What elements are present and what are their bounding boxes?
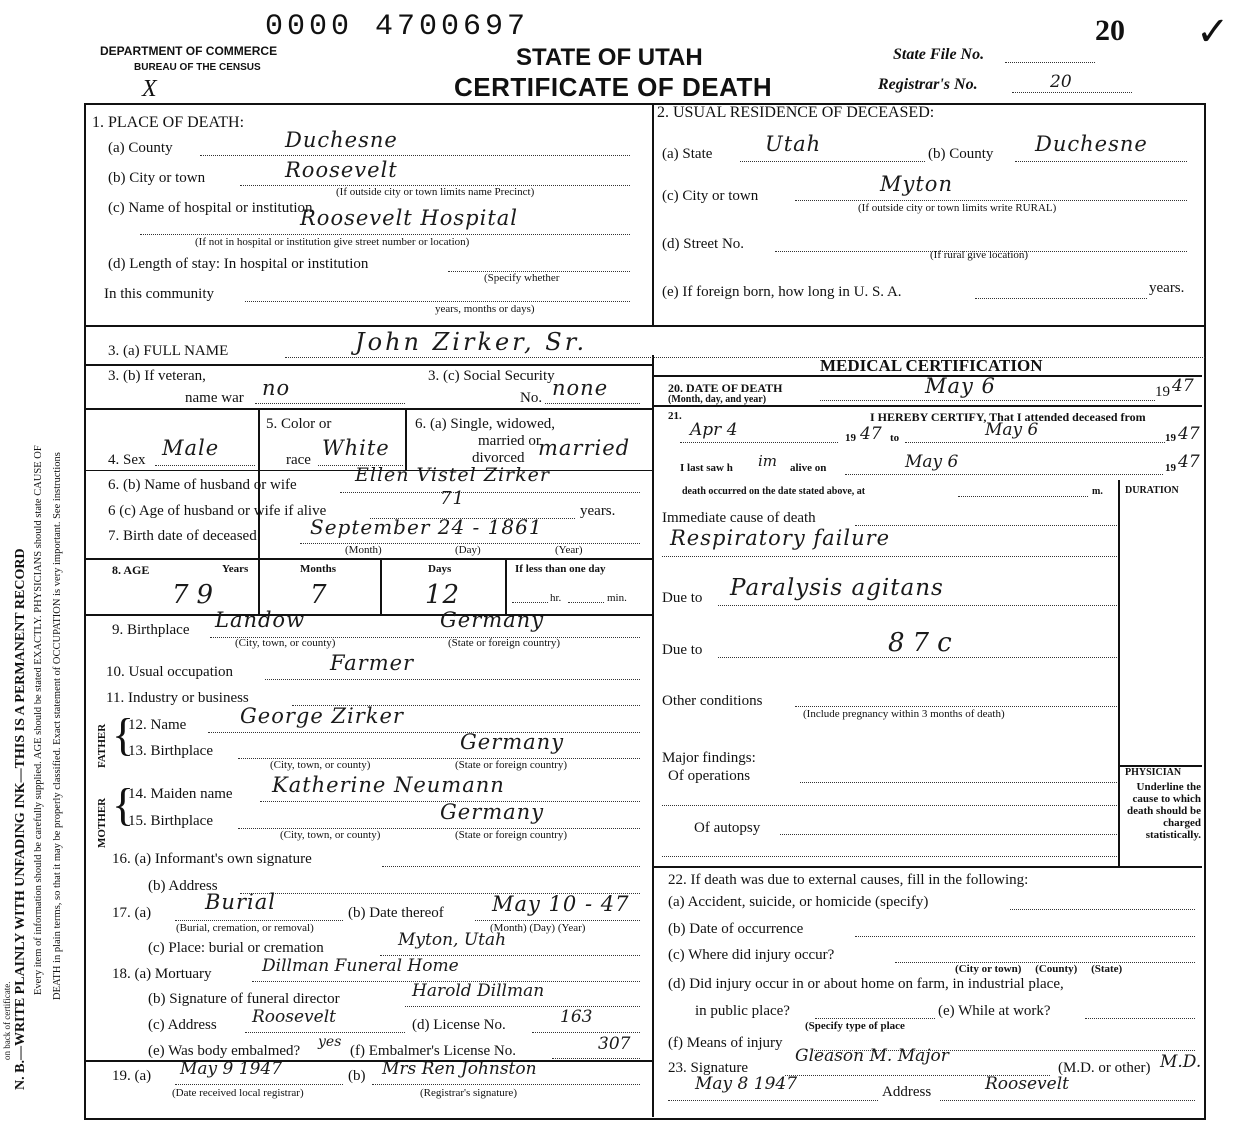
department: DEPARTMENT OF COMMERCE bbox=[100, 44, 278, 58]
sig-value: Gleason M. Major bbox=[795, 1046, 949, 1066]
md-label: (M.D. or other) bbox=[1058, 1060, 1151, 1076]
age-days-col: Days bbox=[428, 563, 452, 575]
dod-sub: (Month, day, and year) bbox=[668, 394, 767, 405]
alive-on: alive on bbox=[790, 462, 827, 474]
min-line bbox=[568, 602, 604, 603]
public-line bbox=[815, 1018, 935, 1019]
director-value: Harold Dillman bbox=[412, 981, 545, 1001]
maiden-label: 14. Maiden name bbox=[128, 786, 233, 802]
to-year-prefix: 19 bbox=[1165, 432, 1176, 444]
residence-city-line bbox=[795, 200, 1187, 201]
dod-label: 20. DATE OF DEATH bbox=[668, 381, 783, 395]
father-name-value: George Zirker bbox=[240, 704, 404, 728]
age-days-value: 12 bbox=[425, 580, 461, 610]
work-line bbox=[1085, 1018, 1195, 1019]
autopsy-label: Of autopsy bbox=[694, 820, 761, 836]
birth-month-note: (Month) bbox=[345, 544, 382, 556]
residence-street-note: (If rural give location) bbox=[930, 249, 1029, 261]
alive-year: 47 bbox=[1178, 452, 1200, 472]
birth-label: 7. Birth date of deceased bbox=[108, 528, 257, 544]
birthplace-country: Germany bbox=[440, 608, 545, 632]
sig-address-label: Address bbox=[882, 1084, 932, 1100]
industry-label: 11. Industry or business bbox=[106, 690, 249, 706]
occurrence-label: (b) Date of occurrence bbox=[668, 921, 804, 937]
date-thereof-value: May 10 - 47 bbox=[492, 892, 630, 916]
residence-county-value: Duchesne bbox=[1035, 132, 1148, 156]
mother-bp-value: Germany bbox=[440, 800, 545, 824]
public-label: in public place? bbox=[695, 1003, 790, 1019]
residence-county-line bbox=[1015, 161, 1187, 162]
age-years-col: Years bbox=[222, 563, 249, 575]
occupation-line bbox=[265, 679, 640, 680]
specify-place-note: (Specify type of place bbox=[805, 1020, 905, 1032]
immediate-line-2 bbox=[662, 556, 1117, 557]
spouse-years: years. bbox=[580, 503, 616, 519]
mother-city-note: (City, town, or county) bbox=[280, 829, 381, 841]
registrar-value: 20 bbox=[1050, 72, 1072, 92]
mother-brace: { bbox=[112, 779, 135, 830]
ss-value: none bbox=[552, 376, 609, 400]
received-label: 19. (a) bbox=[112, 1068, 152, 1084]
registrar-label: Registrar's No. bbox=[878, 76, 978, 93]
dod-line bbox=[820, 400, 1155, 401]
birthplace-label: 9. Birthplace bbox=[112, 622, 190, 638]
burial-line bbox=[175, 920, 343, 921]
sig-address-value: Roosevelt bbox=[985, 1074, 1069, 1094]
immediate-line bbox=[855, 525, 1117, 526]
dod-value: May 6 bbox=[925, 374, 996, 398]
residence-state-label: (a) State bbox=[662, 146, 713, 162]
birth-value: September 24 - 1861 bbox=[310, 515, 543, 539]
sex-value: Male bbox=[162, 436, 220, 460]
marital-label-2: married or bbox=[478, 433, 541, 449]
spouse-age-label: 6 (c) Age of husband or wife if alive bbox=[108, 503, 327, 519]
father-brace: { bbox=[112, 709, 135, 760]
side-note-1: N. B.—WRITE PLAINLY WITH UNFADING INK—THIS IS A PERMANENT RECORD bbox=[13, 548, 28, 1090]
color-marital-divider bbox=[405, 410, 407, 470]
occurred-line bbox=[958, 496, 1088, 497]
state-title: STATE OF UTAH bbox=[516, 44, 703, 71]
ss-no-label: No. bbox=[520, 390, 543, 406]
m-label: m. bbox=[1092, 486, 1103, 497]
burial-place-value: Myton, Utah bbox=[398, 930, 507, 950]
license-value: 163 bbox=[560, 1007, 593, 1027]
registrar-note: (Registrar's signature) bbox=[420, 1087, 517, 1099]
embalmer-label: (f) Embalmer's License No. bbox=[350, 1043, 516, 1059]
sex-line bbox=[155, 465, 255, 466]
date-thereof-note: (Month) (Day) (Year) bbox=[490, 922, 586, 934]
registrar-sig-line bbox=[372, 1084, 640, 1085]
received-line bbox=[175, 1084, 343, 1085]
war-label: name war bbox=[185, 390, 244, 406]
date-thereof-label: (b) Date thereof bbox=[348, 905, 444, 921]
registrar-line bbox=[1012, 92, 1132, 93]
address-label: (b) Address bbox=[148, 878, 218, 894]
received-value: May 9 1947 bbox=[180, 1059, 283, 1079]
work-label: (e) While at work? bbox=[938, 1003, 1051, 1019]
saw-who: im bbox=[758, 452, 778, 470]
father-side-label: FATHER bbox=[96, 723, 108, 768]
place-hospital-note: (If not in hospital or institution give street number or location) bbox=[195, 236, 470, 248]
alive-date: May 6 bbox=[905, 452, 959, 472]
age-months-value: 7 bbox=[310, 580, 328, 610]
occupation-label: 10. Usual occupation bbox=[106, 664, 234, 680]
due1-value: Paralysis agitans bbox=[730, 575, 944, 601]
informant-line bbox=[382, 866, 640, 867]
embalmed-value: yes bbox=[318, 1034, 342, 1050]
row-line-dod bbox=[652, 405, 1202, 407]
accident-label: (a) Accident, suicide, or homicide (specify) bbox=[668, 894, 929, 910]
mother-state-note: (State or foreign country) bbox=[455, 829, 568, 841]
place-city-note: (If outside city or town limits name Precinct) bbox=[336, 186, 535, 198]
sig-date-value: May 8 1947 bbox=[695, 1074, 798, 1094]
place-hospital-label: (c) Name of hospital or institution bbox=[108, 200, 313, 216]
mortuary-value: Dillman Funeral Home bbox=[262, 956, 459, 976]
other-note: (Include pregnancy within 3 months of death) bbox=[803, 708, 1005, 720]
certificate-title: CERTIFICATE OF DEATH bbox=[454, 72, 773, 102]
father-name-label: 12. Name bbox=[128, 717, 187, 733]
place-city-label: (b) City or town bbox=[108, 170, 206, 186]
medical-heading: MEDICAL CERTIFICATION bbox=[820, 356, 1043, 375]
side-note-2: Every item of information should be carefully supplied. AGE should be stated EXACTLY. PHYSICIANS should state CAUSE OF bbox=[33, 445, 44, 995]
state-file-line bbox=[1005, 62, 1095, 63]
place-stay-label: (d) Length of stay: In hospital or institution bbox=[108, 256, 369, 272]
father-name-line bbox=[208, 732, 640, 733]
color-label: 5. Color or bbox=[266, 416, 332, 432]
ext-label: 22. If death was due to external causes, fill in the following: bbox=[668, 872, 1029, 888]
place-heading: 1. PLACE OF DEATH: bbox=[92, 114, 245, 131]
side-note-3: DEATH in plain terms, so that it may be properly classified. Exact statement of OCCUPATION is very important. See instructions bbox=[52, 452, 63, 1000]
operations-line-2 bbox=[662, 805, 1117, 806]
last-saw: I last saw h bbox=[680, 462, 733, 474]
serial-number: 0000 4700697 bbox=[265, 10, 530, 44]
mort-address-value: Roosevelt bbox=[252, 1007, 336, 1027]
autopsy-line bbox=[780, 834, 1117, 835]
place-community-line bbox=[245, 301, 630, 302]
due1-line bbox=[718, 605, 1117, 606]
place-county-value: Duchesne bbox=[285, 128, 398, 152]
from-year-prefix: 19 bbox=[845, 432, 856, 444]
father-bp-label: 13. Birthplace bbox=[128, 743, 213, 759]
maiden-value: Katherine Neumann bbox=[272, 773, 505, 797]
place-city-value: Roosevelt bbox=[285, 158, 398, 182]
home-label: (d) Did injury occur in or about home on farm, in industrial place, bbox=[668, 976, 1064, 992]
from-line bbox=[680, 442, 838, 443]
major-label: Major findings: bbox=[662, 750, 756, 766]
burial-num: 17. (a) bbox=[112, 905, 152, 921]
mortuary-label: 18. (a) Mortuary bbox=[112, 966, 212, 982]
sig-label: 23. Signature bbox=[668, 1060, 748, 1076]
other-line bbox=[795, 706, 1117, 707]
place-hospital-value: Roosevelt Hospital bbox=[300, 206, 518, 230]
due2-label: Due to bbox=[662, 642, 703, 658]
from-year: 47 bbox=[860, 424, 882, 444]
age-col-3 bbox=[505, 560, 507, 614]
to-line bbox=[905, 442, 1165, 443]
due1-label: Due to bbox=[662, 590, 703, 606]
birthplace-city-note: (City, town, or county) bbox=[235, 637, 336, 649]
father-bp-value: Germany bbox=[460, 730, 565, 754]
from-value: Apr 4 bbox=[690, 420, 738, 440]
mother-bp-label: 15. Birthplace bbox=[128, 813, 213, 829]
ss-line bbox=[545, 403, 640, 404]
row-line-age-top bbox=[84, 558, 652, 560]
received-note: (Date received local registrar) bbox=[172, 1087, 304, 1099]
war-line bbox=[255, 403, 405, 404]
birthplace-city: Landow bbox=[215, 608, 306, 632]
immediate-label: Immediate cause of death bbox=[662, 510, 816, 526]
residence-years: years. bbox=[1149, 280, 1185, 296]
alive-year-prefix: 19 bbox=[1165, 462, 1176, 474]
due2-value: 87c bbox=[888, 628, 960, 658]
means-label: (f) Means of injury bbox=[668, 1035, 783, 1051]
place-years-note: years, months or days) bbox=[435, 303, 535, 315]
license-label: (d) License No. bbox=[412, 1017, 506, 1033]
age-years-value: 79 bbox=[172, 580, 222, 610]
father-state-note: (State or foreign country) bbox=[455, 759, 568, 771]
residence-foreign-label: (e) If foreign born, how long in U. S. A. bbox=[662, 284, 902, 300]
top-divider bbox=[652, 103, 654, 325]
operations-label: Of operations bbox=[668, 768, 751, 784]
row-line-registrar bbox=[84, 1060, 652, 1062]
medical-divider bbox=[652, 355, 654, 1117]
director-label: (b) Signature of funeral director bbox=[148, 991, 340, 1007]
birth-year-note: (Year) bbox=[555, 544, 583, 556]
accident-line bbox=[1010, 909, 1195, 910]
age-less-day: If less than one day bbox=[515, 563, 606, 575]
father-city-note: (City, town, or county) bbox=[270, 759, 371, 771]
full-name-value: John Zirker, Sr. bbox=[355, 328, 588, 356]
physician-head: PHYSICIAN bbox=[1125, 767, 1182, 778]
age-months-col: Months bbox=[300, 563, 337, 575]
embalmer-value: 307 bbox=[598, 1034, 631, 1054]
place-hospital-line bbox=[140, 234, 630, 235]
sig-date-line bbox=[668, 1100, 878, 1101]
received-b-label: (b) bbox=[348, 1068, 366, 1084]
autopsy-line-2 bbox=[662, 856, 1117, 857]
where-label: (c) Where did injury occur? bbox=[668, 947, 835, 963]
spouse-value: Ellen Vistel Zirker bbox=[355, 464, 550, 486]
informant-label: 16. (a) Informant's own signature bbox=[112, 851, 312, 867]
physician-note: Underline the cause to which death should be charged statistically. bbox=[1127, 781, 1201, 841]
certify-text: I HEREBY CERTIFY, That I attended deceased from bbox=[870, 410, 1146, 424]
duration-head: DURATION bbox=[1125, 485, 1179, 496]
mort-address-label: (c) Address bbox=[148, 1017, 217, 1033]
cert-num: 21. bbox=[668, 410, 682, 422]
cts-note: (City or town) (County) (State) bbox=[955, 963, 1123, 975]
license-line bbox=[532, 1032, 640, 1033]
to-label: to bbox=[890, 432, 900, 444]
birth-day-note: (Day) bbox=[455, 544, 481, 556]
bureau: BUREAU OF THE CENSUS bbox=[134, 62, 261, 73]
war-value: no bbox=[262, 376, 291, 400]
other-label: Other conditions bbox=[662, 693, 763, 709]
occurred-text: death occurred on the date stated above, at bbox=[682, 486, 866, 497]
check-mark: ✓ bbox=[1196, 9, 1230, 54]
residence-state-line bbox=[740, 161, 925, 162]
occurrence-line bbox=[855, 936, 1195, 937]
row-line-name bbox=[84, 364, 652, 366]
to-value: May 6 bbox=[985, 420, 1039, 440]
file-number: 20 bbox=[1095, 14, 1125, 47]
row-line-age-bottom bbox=[84, 614, 652, 616]
sex-label: 4. Sex bbox=[108, 452, 146, 468]
immediate-value: Respiratory failure bbox=[670, 526, 891, 550]
residence-county-label: (b) County bbox=[928, 146, 994, 162]
residence-foreign-line bbox=[975, 298, 1147, 299]
full-name-label: 3. (a) FULL NAME bbox=[108, 343, 229, 359]
residence-city-label: (c) City or town bbox=[662, 188, 759, 204]
residence-city-note: (If outside city or town limits write RURAL) bbox=[858, 202, 1057, 214]
age-col-2 bbox=[380, 560, 382, 614]
marital-label-3: divorced bbox=[472, 450, 525, 466]
alive-line bbox=[845, 474, 1163, 475]
place-county-line bbox=[200, 155, 630, 156]
residence-street-label: (d) Street No. bbox=[662, 236, 745, 252]
marital-label-1: 6. (a) Single, widowed, bbox=[415, 416, 555, 432]
date-thereof-line bbox=[475, 920, 640, 921]
residence-heading: 2. USUAL RESIDENCE OF DECEASED: bbox=[657, 104, 935, 121]
hr-label: hr. bbox=[550, 592, 562, 604]
side-note-4: on back of certificate. bbox=[2, 981, 12, 1060]
hr-line bbox=[512, 602, 548, 603]
section-divider-1 bbox=[84, 325, 1204, 327]
to-year: 47 bbox=[1178, 424, 1200, 444]
embalmer-line bbox=[552, 1058, 640, 1059]
embalmed-label: (e) Was body embalmed? bbox=[148, 1043, 301, 1059]
duration-column bbox=[1118, 480, 1120, 866]
dod-year: 47 bbox=[1172, 376, 1194, 396]
operations-line bbox=[800, 782, 1117, 783]
birthplace-state-note: (State or foreign country) bbox=[448, 637, 561, 649]
sig-address-line bbox=[940, 1100, 1195, 1101]
min-label: min. bbox=[607, 592, 627, 604]
state-file-label: State File No. bbox=[893, 46, 985, 63]
registrar-sig-value: Mrs Ren Johnston bbox=[382, 1059, 537, 1079]
spouse-label: 6. (b) Name of husband or wife bbox=[108, 477, 297, 493]
age-label: 8. AGE bbox=[112, 563, 150, 577]
burial-place-label: (c) Place: burial or cremation bbox=[148, 940, 324, 956]
ss-label: 3. (c) Social Security bbox=[428, 368, 555, 384]
race-label: race bbox=[286, 452, 311, 468]
residence-city-value: Myton bbox=[880, 172, 953, 196]
burial-value: Burial bbox=[205, 890, 276, 914]
director-line bbox=[405, 1006, 640, 1007]
marital-value: married bbox=[538, 436, 631, 460]
age-col-1 bbox=[258, 560, 260, 614]
mother-side-label: MOTHER bbox=[96, 797, 108, 848]
spouse-age-value: 71 bbox=[440, 488, 465, 509]
occupation-value: Farmer bbox=[330, 651, 415, 675]
place-specify: (Specify whether bbox=[484, 272, 560, 284]
veteran-label: 3. (b) If veteran, bbox=[108, 368, 206, 384]
residence-state-value: Utah bbox=[765, 132, 822, 156]
md-value: M.D. bbox=[1160, 1052, 1202, 1072]
x-mark: X bbox=[142, 76, 157, 102]
mort-address-line bbox=[245, 1032, 405, 1033]
row-line-external bbox=[652, 866, 1202, 868]
spouse-line bbox=[340, 492, 640, 493]
race-value: White bbox=[322, 436, 390, 460]
place-county-label: (a) County bbox=[108, 140, 173, 156]
place-community-label: In this community bbox=[104, 286, 214, 302]
dod-year-prefix: 19 bbox=[1155, 384, 1170, 400]
full-name-line bbox=[285, 357, 1205, 358]
row-line-veteran bbox=[84, 408, 652, 410]
burial-note: (Burial, cremation, or removal) bbox=[176, 922, 314, 934]
